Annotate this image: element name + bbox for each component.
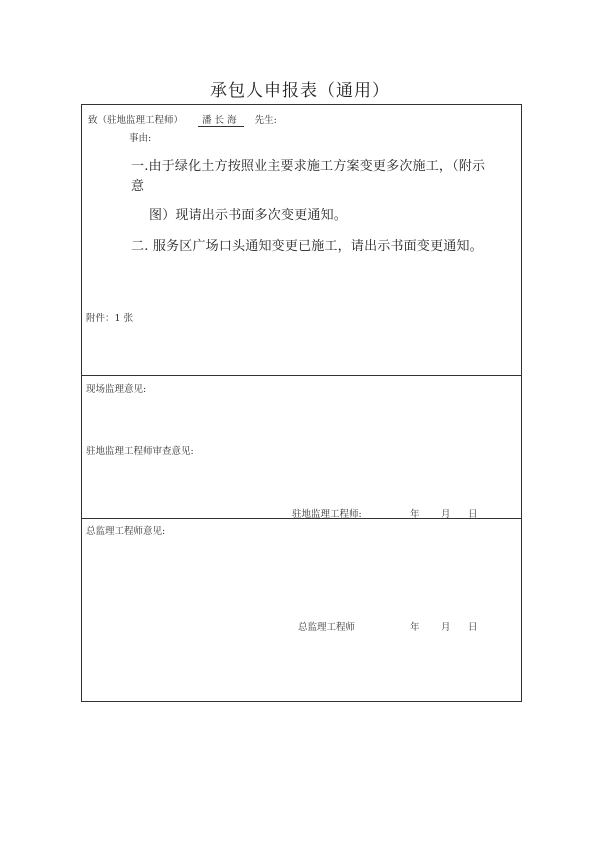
chief-date-year: 年 <box>410 622 420 633</box>
reason-line-3: 图）现请出示书面多次变更通知。 <box>149 208 348 223</box>
site-supervisor-opinion-label: 现场监理意见: <box>86 384 147 395</box>
supervisor-review-section <box>82 376 521 519</box>
attachment-count: 附件：1 张 <box>86 313 134 324</box>
reason-label: 事由: <box>129 133 152 144</box>
chief-date-month: 月 <box>441 622 451 633</box>
resident-date-month: 月 <box>441 509 451 520</box>
chief-engineer-section <box>82 519 521 702</box>
form-title: 承包人申报表（通用） <box>210 81 390 101</box>
resident-date-year: 年 <box>410 509 420 520</box>
reason-line-1: 一.由于绿化土方按照业主要求施工方案变更多次施工，（附示 <box>131 159 486 174</box>
resident-date-day: 日 <box>468 509 478 520</box>
addressee-line <box>88 112 277 126</box>
contractor-report-section <box>82 105 521 376</box>
resident-engineer-review-label: 驻地监理工程师审查意见: <box>86 446 194 457</box>
resident-engineer-signature-label: 驻地监理工程师: <box>292 509 362 520</box>
chief-engineer-signature-label: 总监理工程师 <box>298 622 356 633</box>
addressee-suffix: 先生: <box>254 115 277 126</box>
addressee-prefix: 致（驻地监理工程师） <box>88 115 184 126</box>
reason-line-2: 意 <box>131 179 145 194</box>
reason-line-4: 二. 服务区广场口头通知变更已施工，请出示书面变更通知。 <box>131 239 483 254</box>
addressee-name: 潘长海 <box>198 115 244 127</box>
report-form <box>81 104 522 702</box>
chief-date-day: 日 <box>468 622 478 633</box>
chief-engineer-opinion-label: 总监理工程师意见: <box>86 526 166 537</box>
